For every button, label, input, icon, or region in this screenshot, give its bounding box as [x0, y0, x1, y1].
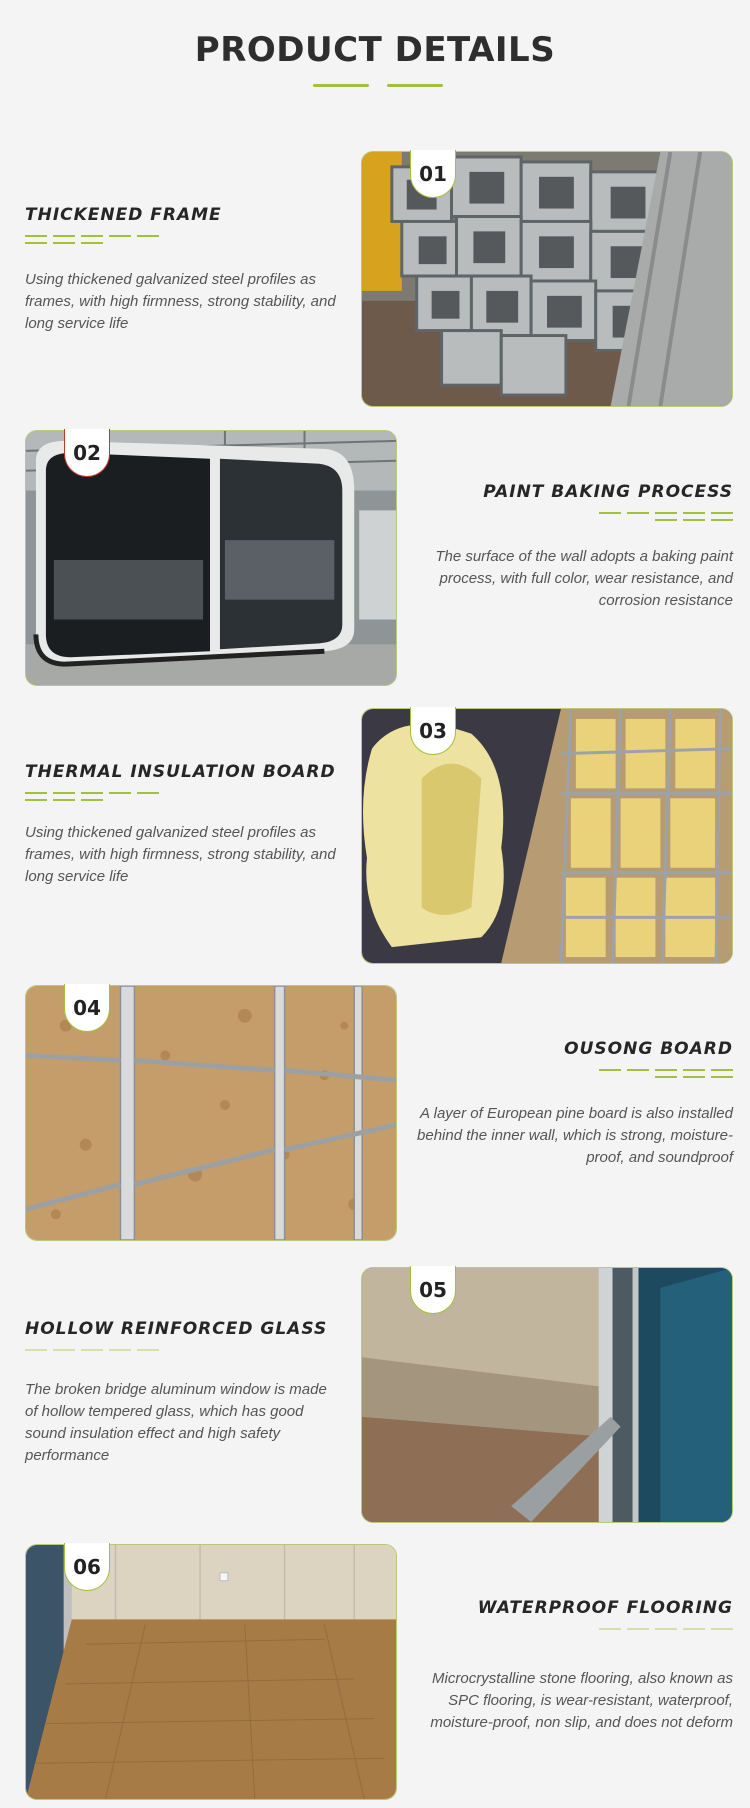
feature-title: THERMAL INSULATION BOARD [25, 762, 336, 782]
feature-description: The broken bridge aluminum window is made of hollow tempered glass, which has good sound insulation effect and high safety performance [25, 1381, 327, 1464]
feature-text-2 [417, 482, 733, 612]
feature-description: Using thickened galvanized steel profiles as frames, with high firmness, strong stability, and long service life [25, 824, 336, 885]
page-title: PRODUCT DETAILS [194, 30, 556, 70]
feature-description: Microcrystalline stone flooring, also known as SPC flooring, is wear-resistant, waterproof, moisture-proof, non slip, and does not deform [430, 1670, 733, 1731]
feature-description: A layer of European pine board is also installed behind the inner wall, which is strong, moisture-proof, and soundproof [417, 1105, 733, 1166]
feature-section-3 [0, 708, 750, 964]
title-dashes [25, 792, 341, 804]
feature-section-2 [0, 430, 750, 686]
feature-title: OUSONG BOARD [564, 1039, 733, 1059]
feature-title: HOLLOW REINFORCED GLASS [25, 1319, 328, 1339]
step-number-badge: 03 [410, 707, 456, 755]
step-number-badge: 01 [410, 150, 456, 198]
step-number-badge: 04 [64, 984, 110, 1032]
feature-section-6 [0, 1544, 750, 1800]
title-dashes [417, 1069, 733, 1081]
feature-section-1 [0, 151, 750, 407]
title-dashes [417, 512, 733, 524]
feature-text-5 [25, 1319, 341, 1467]
feature-section-4 [0, 985, 750, 1241]
title-dashes [25, 235, 341, 247]
feature-title: PAINT BAKING PROCESS [483, 482, 733, 502]
feature-description: The surface of the wall adopts a baking paint process, with full color, wear resistance, and corrosion resistance [435, 548, 733, 609]
feature-text-6 [417, 1598, 733, 1734]
step-number-badge: 06 [64, 1543, 110, 1591]
feature-title: THICKENED FRAME [25, 205, 222, 225]
feature-section-5 [0, 1267, 750, 1523]
title-dashes [25, 1349, 341, 1361]
title-underline [0, 84, 750, 88]
feature-description: Using thickened galvanized steel profiles as frames, with high firmness, strong stability, and long service life [25, 271, 336, 332]
title-dashes [417, 1628, 733, 1640]
feature-title: WATERPROOF FLOORING [477, 1598, 733, 1618]
feature-text-4 [417, 1039, 733, 1169]
step-number-badge: 05 [410, 1266, 456, 1314]
feature-text-1 [25, 205, 341, 335]
feature-text-3 [25, 762, 341, 888]
step-number-badge: 02 [64, 429, 110, 477]
